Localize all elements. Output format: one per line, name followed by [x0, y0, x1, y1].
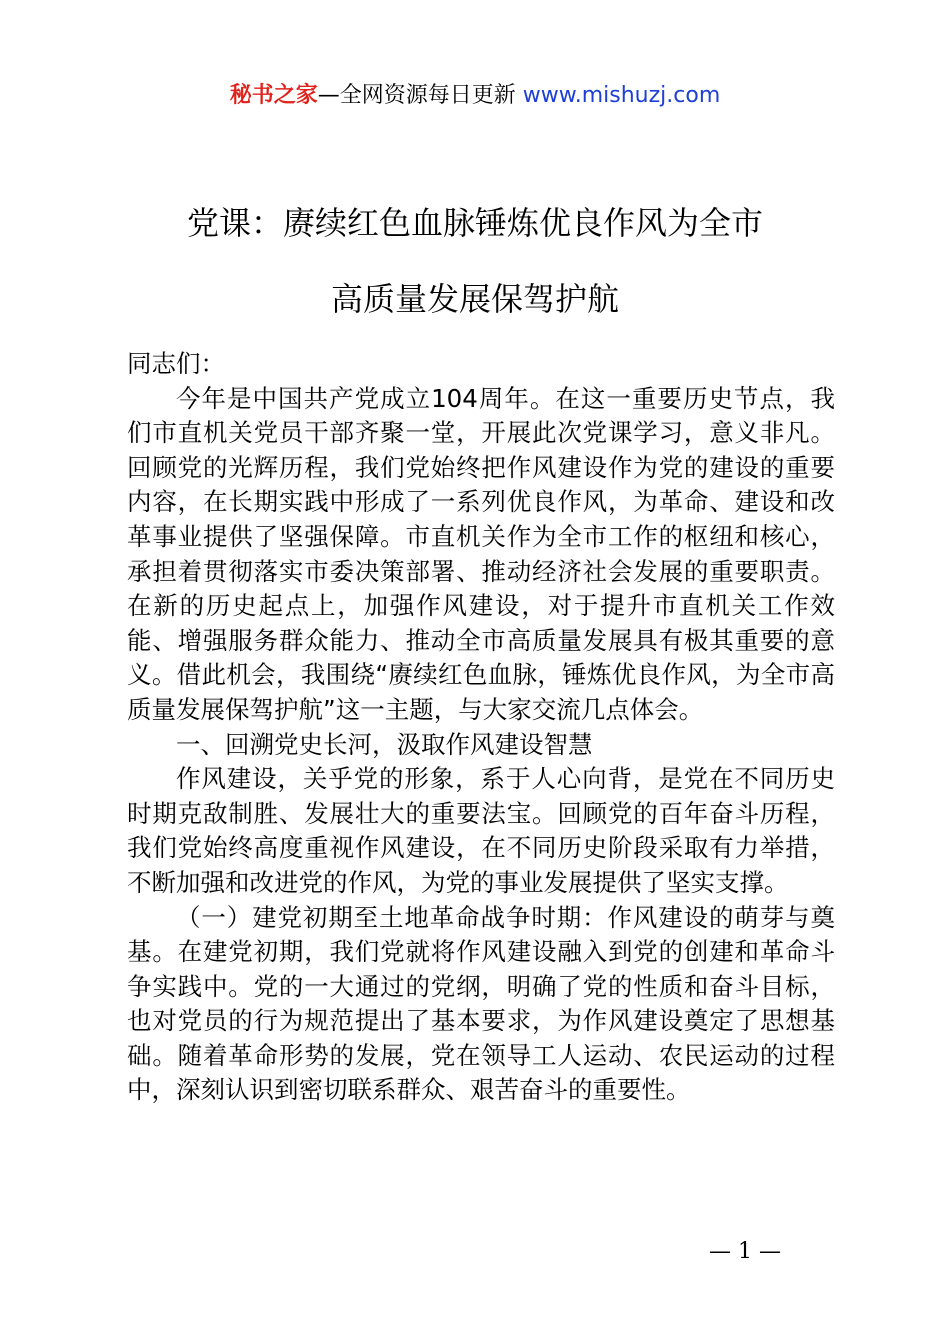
paragraph-section-1: 作风建设，关乎党的形象，系于人心向背，是党在不同历史时期克敌制胜、发展壮大的重要法宝。回顾党的百年奋斗历程，我们党始终高度重视作风建设，在不同历史阶段采取有力举措，不断加强和改进党的作风，为党的事业发展提供了坚实支撑。 [127, 764, 835, 897]
site-url-link[interactable]: www.mishuzj.com [522, 83, 721, 108]
section-heading-1: 一、回溯党史长河，汲取作风建设智慧 [176, 729, 593, 759]
salutation: 同志们： [127, 349, 225, 378]
paragraph-subsection-1: （一）建党初期至土地革命战争时期：作风建设的萌芽与奠基。在建党初期，我们党就将作风建设融入到党的创建和革命斗争实践中。党的一大通过的党纲，明确了党的性质和奋斗目标，也对党员的行为规范提出了基本要求，为作风建设奠定了思想基础。随着革命形势的发展，党在领导工人运动、农民运动的过程中，深刻认识到密切联系群众、艰苦奋斗的重要性。 [127, 902, 835, 1105]
title-line-2: 高质量发展保驾护航 [330, 280, 619, 318]
site-tagline: —全网资源每日更新 [317, 83, 516, 108]
site-header-banner [0, 80, 950, 112]
document-title [0, 185, 950, 337]
paragraph-intro: 今年是中国共产党成立104周年。在这一重要历史节点，我们市直机关党员干部齐聚一堂，开展此次党课学习，意义非凡。回顾党的光辉历程，我们党始终把作风建设作为党的建设的重要内容，在长期实践中形成了一系列优良作风，为革命、建设和改革事业提供了坚强保障。市直机关作为全市工作的枢纽和核心，承担着贯彻落实市委决策部署、推动经济社会发展的重要职责。在新的历史起点上，加强作风建设，对于提升市直机关工作效能、增强服务群众能力、推动全市高质量发展具有极其重要的意义。借此机会，我围绕“赓续红色血脉，锤炼优良作风，为全市高质量发展保驾护航”这一主题，与大家交流几点体会。 [127, 383, 835, 724]
title-line-1: 党课：赓续红色血脉锤炼优良作风为全市 [186, 204, 763, 242]
document-body [127, 347, 835, 1108]
page-number: — 1 — [709, 1239, 781, 1264]
site-brand-name: 秘书之家 [229, 83, 318, 108]
